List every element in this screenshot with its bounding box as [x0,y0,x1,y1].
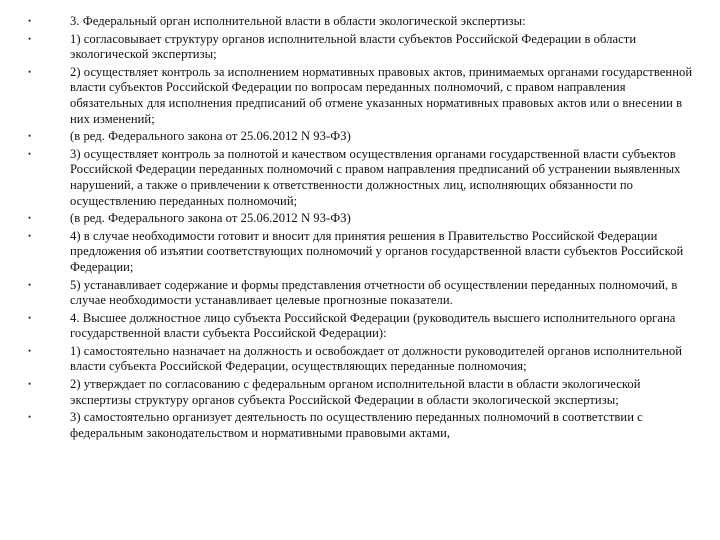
bullet-icon: • [28,66,32,77]
bullet-icon: • [28,16,32,26]
bullet-icon: • [28,33,32,44]
bullet-list [28,14,700,443]
list-item [28,344,700,375]
bullet-icon: • [28,230,32,241]
list-item-text: (в ред. Федерального закона от 25.06.2012 N 93-ФЗ) [70,211,351,226]
list-item-text: 3. Федеральный орган исполнительной власти в области экологической экспертизы: [70,14,526,28]
list-item-text: 1) самостоятельно назначает на должность и освобождает от должности руководителей органов исполнительной власти субъекта Российской Федерации, осуществляющих переданные полномочия; [70,343,683,374]
list-item-text: 4. Высшее должностное лицо субъекта Российской Федерации (руководитель высшего исполнительного органа государственной власти субъекта Российской Федерации): [70,310,676,341]
list-item [28,229,700,276]
bullet-icon: • [28,345,32,356]
bullet-icon: • [28,312,32,323]
list-item-text: 3) осуществляет контроль за полнотой и качеством осуществления органами государственной власти субъектов Российской Федерации переданных полномочий с правом направления предписаний об устранении выявленных нарушений, а также о привлечении к ответственности должностных лиц, исполняющих обязанности по осуществлению переданных полномочий; [70,146,681,208]
list-item-text: 3) самостоятельно организует деятельность по осуществлению переданных полномочий в соответствии с федеральным законодательством и нормативными правовыми актами, [70,410,643,440]
list-item-text: 1) согласовывает структуру органов исполнительной власти субъектов Российской Федерации в области экологической экспертизы; [70,31,637,62]
list-item-text: 2) осуществляет контроль за исполнением нормативных правовых актов, принимаемых органами государственной власти субъектов Российской Федерации по вопросам переданных полномочий, с правом направления обязательных для исполнения предписаний об отмене указанных нормативных правовых актов или о внесении в них изменений; [70,64,693,126]
list-item-text: 5) устанавливает содержание и формы представления отчетности об осуществлении переданных полномочий, в случае необходимости устанавливает целевые прогнозные показатели. [70,277,678,308]
bullet-icon: • [28,379,32,390]
bullet-icon: • [28,131,32,142]
list-item [28,377,700,408]
list-item-text: (в ред. Федерального закона от 25.06.2012 N 93-ФЗ) [70,129,351,144]
bullet-icon: • [28,412,32,423]
list-item [28,14,700,30]
list-item [28,410,700,441]
bullet-icon: • [28,148,32,159]
bullet-icon: • [28,213,32,224]
list-item [28,32,700,63]
list-item [28,211,700,227]
list-item-text: 4) в случае необходимости готовит и вносит для принятия решения в Правительство Российской Федерации предложения об изъятии соответствующих полномочий у органов государственной власти субъектов Российской Федерации; [70,228,684,274]
list-item-text: 2) утверждает по согласованию с федеральным органом исполнительной власти в области экологической экспертизы структуру органов субъекта Российской Федерации в области экологической экспертизы; [70,377,641,407]
list-item [28,278,700,309]
list-item [28,311,700,342]
list-item [28,65,700,127]
list-item [28,129,700,145]
list-item [28,147,700,209]
bullet-icon: • [28,279,32,290]
